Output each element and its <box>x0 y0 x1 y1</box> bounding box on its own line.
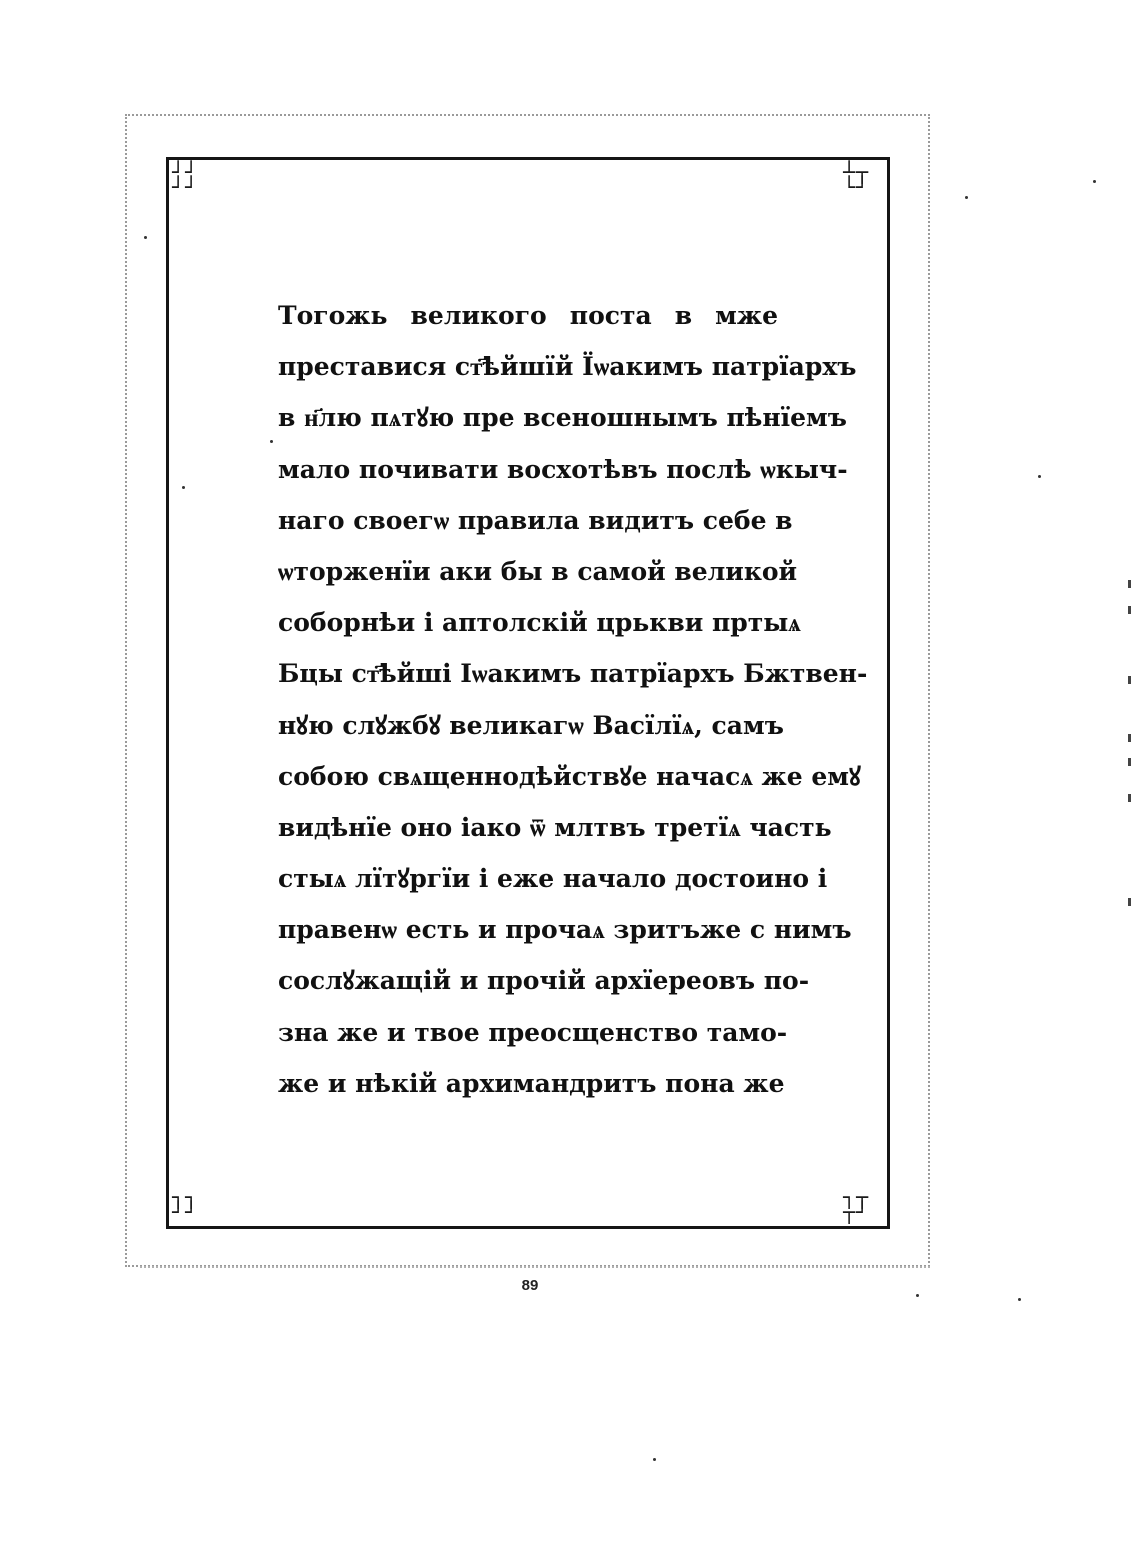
edge-mark <box>1128 580 1131 588</box>
text-line-7: соборнѣи і аптолскій црькви пртыѧ <box>278 608 801 638</box>
edge-mark <box>1128 898 1131 906</box>
edge-mark <box>1128 758 1131 766</box>
edge-mark <box>1128 676 1131 684</box>
corner-ornament-top-right: ┴┬ └┘ <box>843 160 870 199</box>
scan-speck <box>1018 1298 1021 1301</box>
scan-speck <box>916 1294 919 1297</box>
text-line-1: Тогожь великого поста в мже <box>278 301 778 330</box>
scan-speck <box>1093 180 1096 183</box>
text-line-12: стыѧ лїтꙋргїи і еже начало достоино і <box>278 864 828 894</box>
text-line-13: правенѡ есть и прочаѧ зритъже с нимъ <box>278 915 852 945</box>
scan-speck <box>182 486 185 489</box>
scan-speck <box>965 196 968 199</box>
scan-speck <box>144 236 147 239</box>
text-line-10: собою свѧщеннодѣйствꙋе начасѧ же емꙋ <box>278 761 861 791</box>
page-number: 89 <box>521 1277 539 1294</box>
edge-mark <box>1128 794 1131 802</box>
text-line-15: зна же и твое преосщенство тамо- <box>278 1017 788 1047</box>
corner-ornament-top-left: ┘┘ ┘┘ <box>172 160 199 199</box>
bottom-dotted-rule <box>140 1266 930 1268</box>
text-line-14: сослꙋжащій и прочій архїереовъ по- <box>278 966 810 996</box>
scan-speck <box>1038 475 1041 478</box>
text-line-8: Бцы ст҃ѣйші Іѡакимъ патрїархъ Бжтвен- <box>278 659 868 689</box>
text-line-6: ѡторженїи аки бы в самой великой <box>278 556 798 586</box>
body-text <box>278 290 868 1109</box>
corner-ornament-bottom-left: ┐┐ ┘┘ <box>172 1185 199 1224</box>
scan-speck <box>270 440 273 443</box>
text-line-9: нꙋю слꙋжбꙋ великагѡ Васїлїѧ, самъ <box>278 710 784 740</box>
text-line-16: же и нѣкій архимандритъ пона же <box>278 1068 785 1098</box>
edge-mark <box>1128 606 1131 614</box>
text-line-11: видѣнїе оно іако ѿ млтвъ третїѧ часть <box>278 812 832 842</box>
text-line-5: наго своегѡ правила видитъ себе в <box>278 505 793 535</box>
text-line-4: мало почивати восхотѣвъ послѣ ѡкыч- <box>278 454 848 484</box>
text-line-2: преставися ст҃ѣйшїй Їѡакимъ патрїархъ <box>278 352 857 382</box>
scan-speck <box>653 1458 656 1461</box>
text-line-3: в н҃лю пѧтꙋю пре всеношнымъ пѣнїемъ <box>278 403 847 433</box>
corner-ornament-bottom-right: ┐┬ ┬┘ <box>843 1185 870 1224</box>
edge-mark <box>1128 734 1131 742</box>
